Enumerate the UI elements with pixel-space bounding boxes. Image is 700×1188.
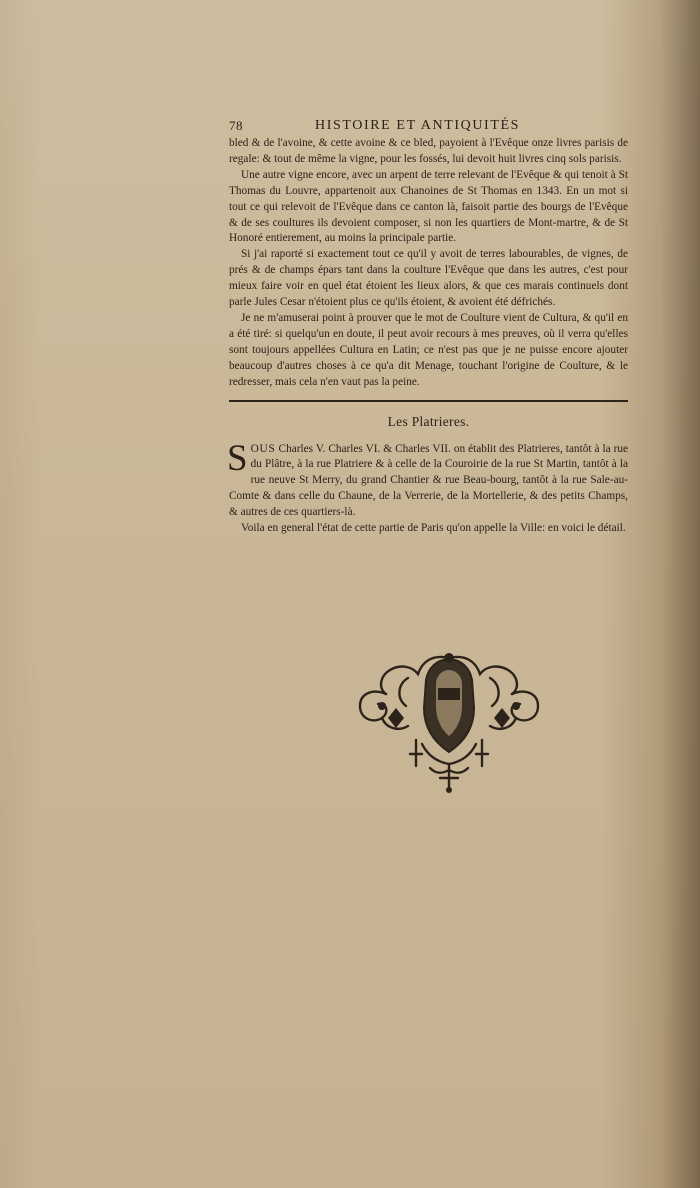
tailpiece-ornament-icon	[352, 648, 546, 796]
section-heading: Les Platrieres.	[387, 413, 470, 429]
section-paragraph-1	[227, 437, 628, 522]
page-number: 78	[229, 118, 243, 133]
paragraph-2: Une autre vigne encore, avec un arpent de terre relevant de l'Evêque & qui tenoit à St Thomas du Louvre, appartenoit aux Chanoines de St Thomas en 1343. En un mot si tout ce qui relevoit de l'Evêque dans ce canton là, faisoit partie des bourgs de l'Evêque & de ses coultures ils devoient composer, si non les quartiers de Mont-martre, & de St Honoré entierement, au moins la principale partie.	[229, 168, 628, 245]
page-header	[229, 118, 628, 142]
section-paragraph-2: Voila en general l'état de cette partie de Paris qu'on appelle la Ville: en voici le détail.	[241, 522, 626, 535]
section-rule	[229, 400, 628, 402]
drop-capital: S	[227, 437, 248, 479]
text-block	[229, 118, 628, 537]
drop-capital-continuation: OUS	[250, 442, 276, 455]
section-paragraph-1-text: Charles V. Charles VI. & Charles VII. on établit des Platrieres, tantôt à la rue du Plâtre, à la rue Platriere & à celle de la Couroirie de la rue St Martin, tantôt à la rue neuve St Merry, du grand Chantier & rue Beau-bourg, tantôt à la rue Sale-au-Comte & dans celle du Chaune, de la Verrerie, de la Mortellerie, & des petits Champs, & autres de ces quartiers-là.	[229, 442, 628, 519]
running-title: HISTOIRE ET ANTIQUITÉS	[315, 118, 521, 133]
paragraph-1: bled & de l'avoine, & cette avoine & ce bled, payoient à l'Evêque onze livres parisis de regale: & tout de même la vigne, pour les fossés, lui devoit huit livres cinq sols parisis.	[229, 137, 628, 165]
paragraph-4: Je ne m'amuserai point à prouver que le mot de Coulture vient de Cultura, & qu'il en a été tiré: si quelqu'un en doute, il peut avoir recours à mes preuves, où il verra qu'elles sont toujours appellées Cultura en Latin; ce n'est pas que je ne puisse encore ajouter beaucoup d'autres choses à ce qu'a dit Menage, touchant l'origine de Coulture, & le redresser, mais cela n'en vaut pas la peine.	[229, 311, 628, 388]
paragraph-3: Si j'ai raporté si exactement tout ce qu'il y avoit de terres labourables, de vignes, de prés & de champs épars tant dans la coulture l'Evêque que dans les autres, c'est pour mieux faire voir en quel état étoient les lieux alors, & que ces marais continuels dont parle Jules Cesar n'étoient plus ce qu'ils étoient, & avoient été défrichés.	[229, 248, 628, 309]
